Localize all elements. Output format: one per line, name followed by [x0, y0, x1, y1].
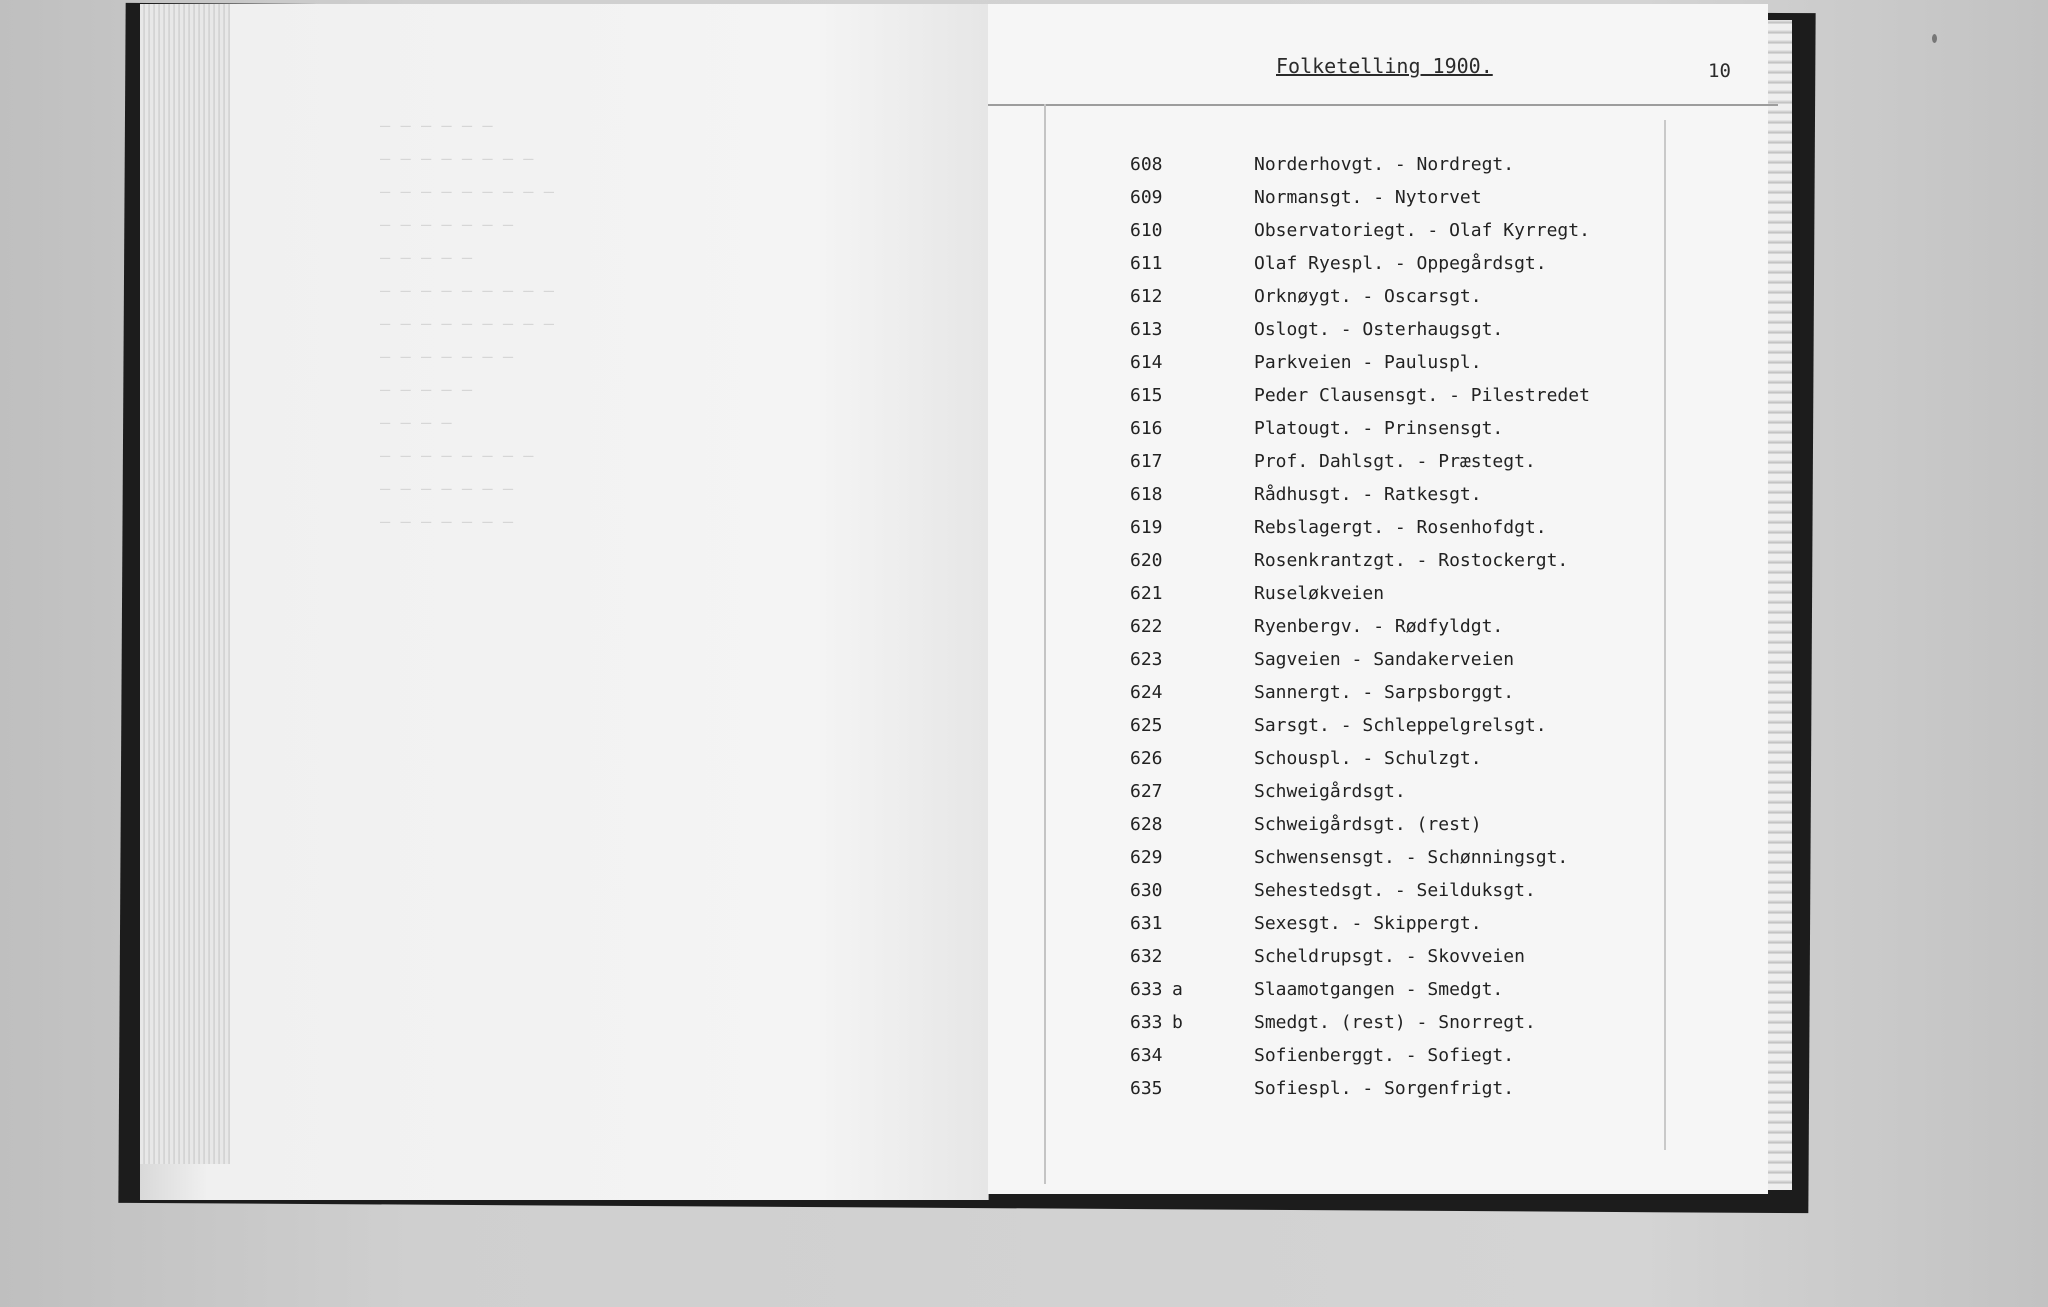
entry-number: 618	[1130, 484, 1163, 505]
entry-number: 632	[1130, 946, 1163, 967]
entry-suffix: a	[1172, 979, 1183, 1000]
street-names: Sexesgt. - Skippergt.	[1254, 913, 1482, 934]
entry-number: 621	[1130, 583, 1163, 604]
entry-number: 608	[1130, 154, 1163, 175]
street-names: Sannergt. - Sarpsborggt.	[1254, 682, 1515, 703]
entry-number: 614	[1130, 352, 1163, 373]
street-names: Observatoriegt. - Olaf Kyrregt.	[1254, 220, 1590, 241]
street-names: Oslogt. - Osterhaugsgt.	[1254, 319, 1504, 340]
entry-number: 620	[1130, 550, 1163, 571]
page-number: 10	[1708, 60, 1731, 82]
street-names: Schweigårdsgt.	[1254, 781, 1406, 802]
entry-number: 631	[1130, 913, 1163, 934]
entry-number: 617	[1130, 451, 1163, 472]
street-names: Parkveien - Pauluspl.	[1254, 352, 1482, 373]
entry-number: 633	[1130, 1012, 1163, 1033]
street-names: Schweigårdsgt. (rest)	[1254, 814, 1482, 835]
header-rule	[988, 104, 1778, 106]
entry-number: 610	[1130, 220, 1163, 241]
street-names: Smedgt. (rest) - Snorregt.	[1254, 1012, 1536, 1033]
street-names: Platougt. - Prinsensgt.	[1254, 418, 1504, 439]
street-names: Prof. Dahlsgt. - Præstegt.	[1254, 451, 1536, 472]
entry-number: 626	[1130, 748, 1163, 769]
entry-number: 611	[1130, 253, 1163, 274]
street-names: Normansgt. - Nytorvet	[1254, 187, 1482, 208]
entry-number: 615	[1130, 385, 1163, 406]
entry-number: 625	[1130, 715, 1163, 736]
street-names: Scheldrupsgt. - Skovveien	[1254, 946, 1525, 967]
entry-number: 622	[1130, 616, 1163, 637]
street-names: Rådhusgt. - Ratkesgt.	[1254, 484, 1482, 505]
street-names: Olaf Ryespl. - Oppegårdsgt.	[1254, 253, 1547, 274]
street-names: Rebslagergt. - Rosenhofdgt.	[1254, 517, 1547, 538]
entry-number: 609	[1130, 187, 1163, 208]
street-names: Norderhovgt. - Nordregt.	[1254, 154, 1515, 175]
street-names: Sofiespl. - Sorgenfrigt.	[1254, 1078, 1515, 1099]
entry-number: 624	[1130, 682, 1163, 703]
entry-number: 635	[1130, 1078, 1163, 1099]
show-through-text: — — — — — — — — — — — — — — — — — — — — — — — — — — — — — — — — — — — — — — — — — — — — — — — — — — — — — — — — — — — — — — — — — — — — — — — — — — — — — — — — — — — — — — — — — — —	[380, 116, 554, 532]
margin-rule-right	[1664, 120, 1666, 1150]
entry-number: 630	[1130, 880, 1163, 901]
entry-number: 627	[1130, 781, 1163, 802]
entry-suffix: b	[1172, 1012, 1183, 1033]
page-title: Folketelling 1900.	[1276, 54, 1493, 78]
entry-number: 616	[1130, 418, 1163, 439]
street-names: Ruseløkveien	[1254, 583, 1385, 604]
entry-number: 633	[1130, 979, 1163, 1000]
street-names: Slaamotgangen - Smedgt.	[1254, 979, 1504, 1000]
street-names: Schouspl. - Schulzgt.	[1254, 748, 1482, 769]
street-names: Sehestedsgt. - Seilduksgt.	[1254, 880, 1536, 901]
entry-number: 623	[1130, 649, 1163, 670]
margin-rule-left	[1044, 104, 1046, 1184]
entry-number: 628	[1130, 814, 1163, 835]
street-names: Sofienberggt. - Sofiegt.	[1254, 1045, 1515, 1066]
street-names: Sagveien - Sandakerveien	[1254, 649, 1515, 670]
street-names: Rosenkrantzgt. - Rostockergt.	[1254, 550, 1569, 571]
street-names: Sarsgt. - Schleppelgrelsgt.	[1254, 715, 1547, 736]
street-names: Schwensensgt. - Schønningsgt.	[1254, 847, 1569, 868]
speck	[1932, 34, 1937, 43]
entry-number: 612	[1130, 286, 1163, 307]
street-names: Ryenbergv. - Rødfyldgt.	[1254, 616, 1504, 637]
entry-number: 613	[1130, 319, 1163, 340]
page-edges	[140, 4, 230, 1164]
street-names: Orknøygt. - Oscarsgt.	[1254, 286, 1482, 307]
entry-number: 634	[1130, 1045, 1163, 1066]
page-edge-right	[1768, 20, 1792, 1190]
entry-number: 629	[1130, 847, 1163, 868]
street-names: Peder Clausensgt. - Pilestredet	[1254, 385, 1590, 406]
entry-number: 619	[1130, 517, 1163, 538]
